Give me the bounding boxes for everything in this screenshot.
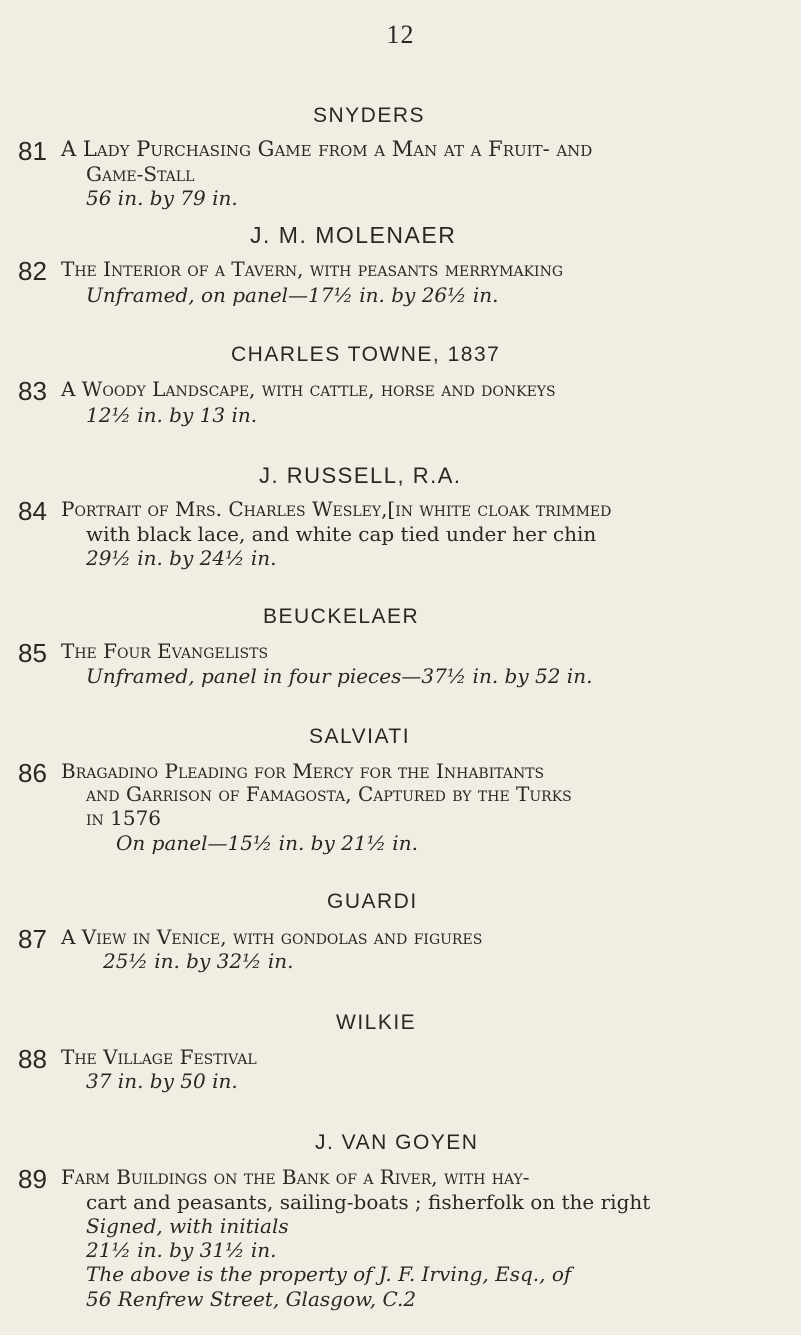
artist-name: GUARDI xyxy=(327,890,418,913)
provenance-address: 56 Renfrew Street, Glasgow, C.2 xyxy=(86,1287,417,1311)
lot-dimensions: 56 in. by 79 in. xyxy=(86,186,238,210)
lot-number: 82 xyxy=(18,256,47,286)
lot-number: 85 xyxy=(18,638,47,668)
lot-title: A Woody Landscape, with cattle, horse and donkeys xyxy=(61,377,556,401)
lot-title: A Lady Purchasing Game from a Man at a Fruit- and xyxy=(61,137,593,161)
artist-name: J. VAN GOYEN xyxy=(315,1131,479,1154)
artist-name: CHARLES TOWNE, 1837 xyxy=(231,343,501,366)
lot-number: 88 xyxy=(18,1044,47,1074)
lot-title: A View in Venice, with gondolas and figures xyxy=(61,925,483,949)
artist-name: J. RUSSELL, R.A. xyxy=(259,463,462,488)
lot-number: 84 xyxy=(18,496,47,526)
lot-dimensions: Unframed, panel in four pieces—37½ in. by 52 in. xyxy=(86,664,593,688)
lot-signature-note: Signed, with initials xyxy=(86,1214,289,1238)
lot-title: Farm Buildings on the Bank of a River, with hay- xyxy=(61,1165,530,1189)
lot-description: cart and peasants, sailing-boats ; fisherfolk on the right xyxy=(86,1190,651,1214)
artist-name: SNYDERS xyxy=(313,104,426,127)
lot-title: The Village Festival xyxy=(61,1045,257,1069)
lot-description: with black lace, and white cap tied under her chin xyxy=(86,522,597,546)
lot-dimensions: 12½ in. by 13 in. xyxy=(86,403,258,427)
artist-name: SALVIATI xyxy=(309,725,411,748)
artist-name: J. M. MOLENAER xyxy=(250,222,457,248)
artist-name: BEUCKELAER xyxy=(263,605,420,628)
lot-number: 81 xyxy=(18,136,47,166)
lot-dimensions: 37 in. by 50 in. xyxy=(86,1069,238,1093)
provenance-note: The above is the property of J. F. Irving, Esq., of xyxy=(86,1262,572,1286)
lot-number: 83 xyxy=(18,376,47,406)
lot-dimensions: On panel—15½ in. by 21½ in. xyxy=(116,831,418,855)
lot-title-continued: and Garrison of Famagosta, Captured by the Turks xyxy=(86,782,572,806)
lot-dimensions: 21½ in. by 31½ in. xyxy=(86,1238,277,1262)
artist-name: WILKIE xyxy=(336,1011,417,1034)
lot-title: Bragadino Pleading for Mercy for the Inhabitants xyxy=(61,759,545,783)
lot-title-continued: Game-Stall xyxy=(86,162,195,186)
lot-dimensions: 25½ in. by 32½ in. xyxy=(103,949,294,973)
lot-number: 87 xyxy=(18,924,47,954)
lot-number: 86 xyxy=(18,758,47,788)
lot-title: The Interior of a Tavern, with peasants merrymaking xyxy=(61,257,564,281)
lot-title: The Four Evangelists xyxy=(61,639,269,663)
lot-dimensions: Unframed, on panel—17½ in. by 26½ in. xyxy=(86,283,499,307)
lot-dimensions: 29½ in. by 24½ in. xyxy=(86,546,277,570)
lot-number: 89 xyxy=(18,1164,47,1194)
lot-title: Portrait of Mrs. Charles Wesley,[in white cloak trimmed xyxy=(61,497,612,521)
lot-title-continued: in 1576 xyxy=(86,806,162,830)
page-number: 12 xyxy=(386,20,415,49)
